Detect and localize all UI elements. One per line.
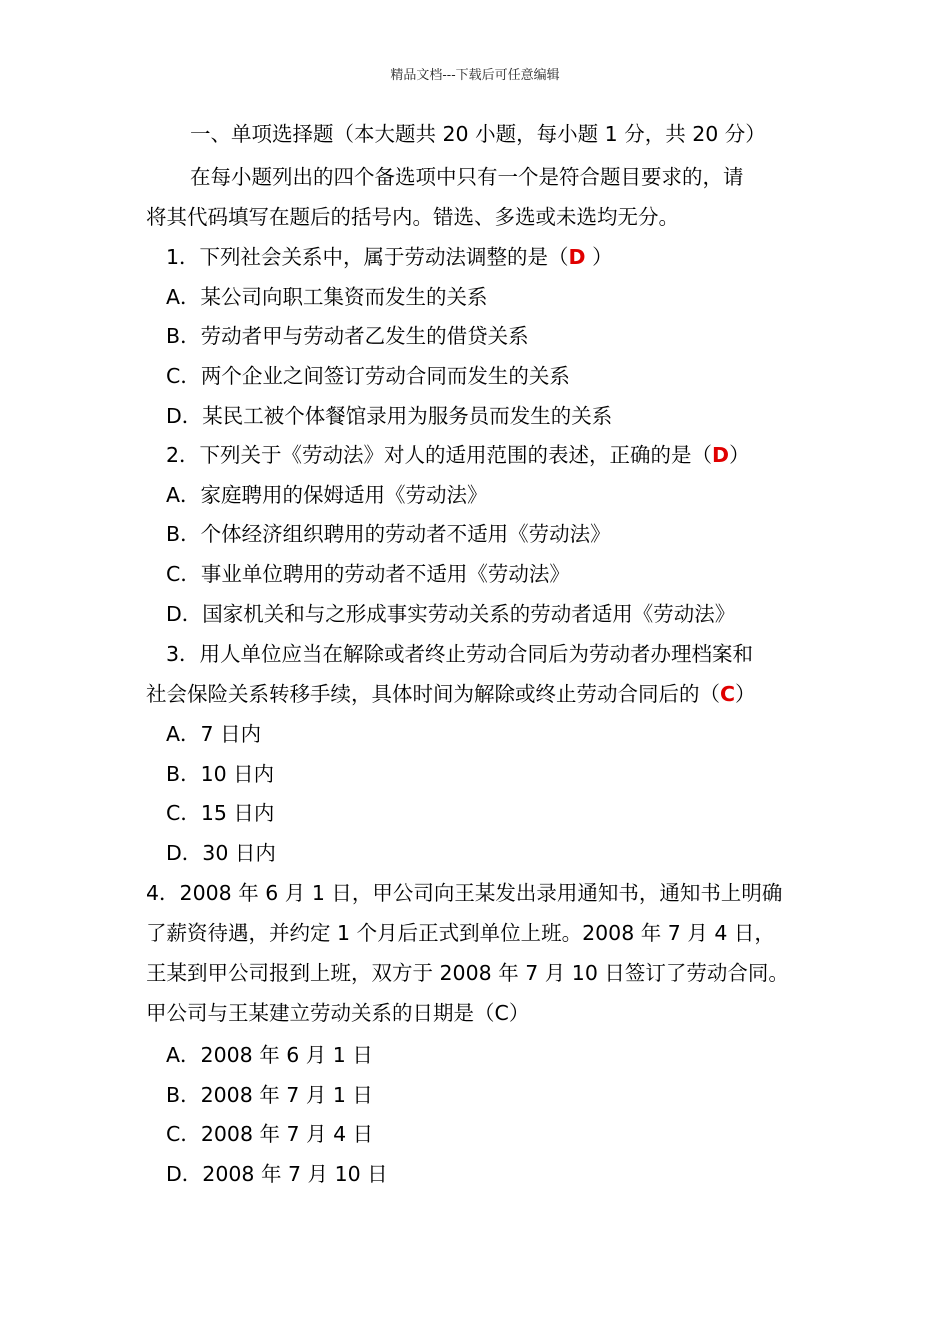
question-4-stem-line-1: 4．2008 年 6 月 1 日，甲公司向王某发出录用通知书，通知书上明确 [146, 881, 783, 905]
question-3-option-d: D．30 日内 [166, 841, 276, 865]
question-3-option-a: A．7 日内 [166, 722, 262, 746]
question-2-text: 2．下列关于《劳动法》对人的适用范围的表述，正确的是（ [166, 443, 713, 467]
page-header: 精品文档---下载后可任意编辑 [390, 68, 560, 83]
question-2-close: ） [729, 443, 750, 467]
question-2-answer: D [712, 443, 730, 467]
question-1-option-c: C．两个企业之间签订劳动合同而发生的关系 [166, 364, 570, 388]
question-2-option-b: B．个体经济组织聘用的劳动者不适用《劳动法》 [166, 522, 611, 546]
instructions-line-2: 将其代码填写在题后的括号内。错选、多选或未选均无分。 [146, 205, 679, 229]
question-3-answer: C [720, 682, 736, 706]
section-title: 一、单项选择题（本大题共 20 小题，每小题 1 分，共 20 分） [190, 122, 766, 146]
question-1-option-d: D．某民工被个体餐馆录用为服务员而发生的关系 [166, 404, 613, 428]
question-2-stem [166, 441, 750, 469]
question-1-text: 1．下列社会关系中，属于劳动法调整的是（ [166, 245, 569, 269]
question-3-option-c: C．15 日内 [166, 801, 275, 825]
question-4-stem-line-4: 甲公司与王某建立劳动关系的日期是（C） [146, 1001, 530, 1025]
question-2-option-a: A．家庭聘用的保姆适用《劳动法》 [166, 483, 488, 507]
question-3-close: ） [735, 682, 756, 706]
question-4-option-d: D．2008 年 7 月 10 日 [166, 1162, 388, 1186]
instructions-line-1: 在每小题列出的四个备选项中只有一个是符合题目要求的，请 [190, 165, 744, 189]
question-2-option-c: C．事业单位聘用的劳动者不适用《劳动法》 [166, 562, 570, 586]
question-1-close: ） [585, 245, 613, 269]
question-4-option-c: C．2008 年 7 月 4 日 [166, 1122, 374, 1146]
question-1-option-a: A．某公司向职工集资而发生的关系 [166, 285, 488, 309]
question-1-answer: D [568, 245, 586, 269]
question-3-text: 社会保险关系转移手续，具体时间为解除或终止劳动合同后的（ [146, 682, 720, 706]
question-2-option-d: D．国家机关和与之形成事实劳动关系的劳动者适用《劳动法》 [166, 602, 736, 626]
question-1-stem [166, 243, 613, 271]
question-4-option-a: A．2008 年 6 月 1 日 [166, 1043, 373, 1067]
question-3-stem-line-1: 3．用人单位应当在解除或者终止劳动合同后为劳动者办理档案和 [166, 642, 754, 666]
question-4-stem-line-3: 王某到甲公司报到上班，双方于 2008 年 7 月 10 日签订了劳动合同。 [146, 961, 789, 985]
question-3-stem-line-2 [146, 680, 756, 708]
question-3-option-b: B．10 日内 [166, 762, 275, 786]
question-4-option-b: B．2008 年 7 月 1 日 [166, 1083, 373, 1107]
question-4-stem-line-2: 了薪资待遇，并约定 1 个月后正式到单位上班。2008 年 7 月 4 日， [146, 921, 775, 945]
question-1-option-b: B．劳动者甲与劳动者乙发生的借贷关系 [166, 324, 529, 348]
